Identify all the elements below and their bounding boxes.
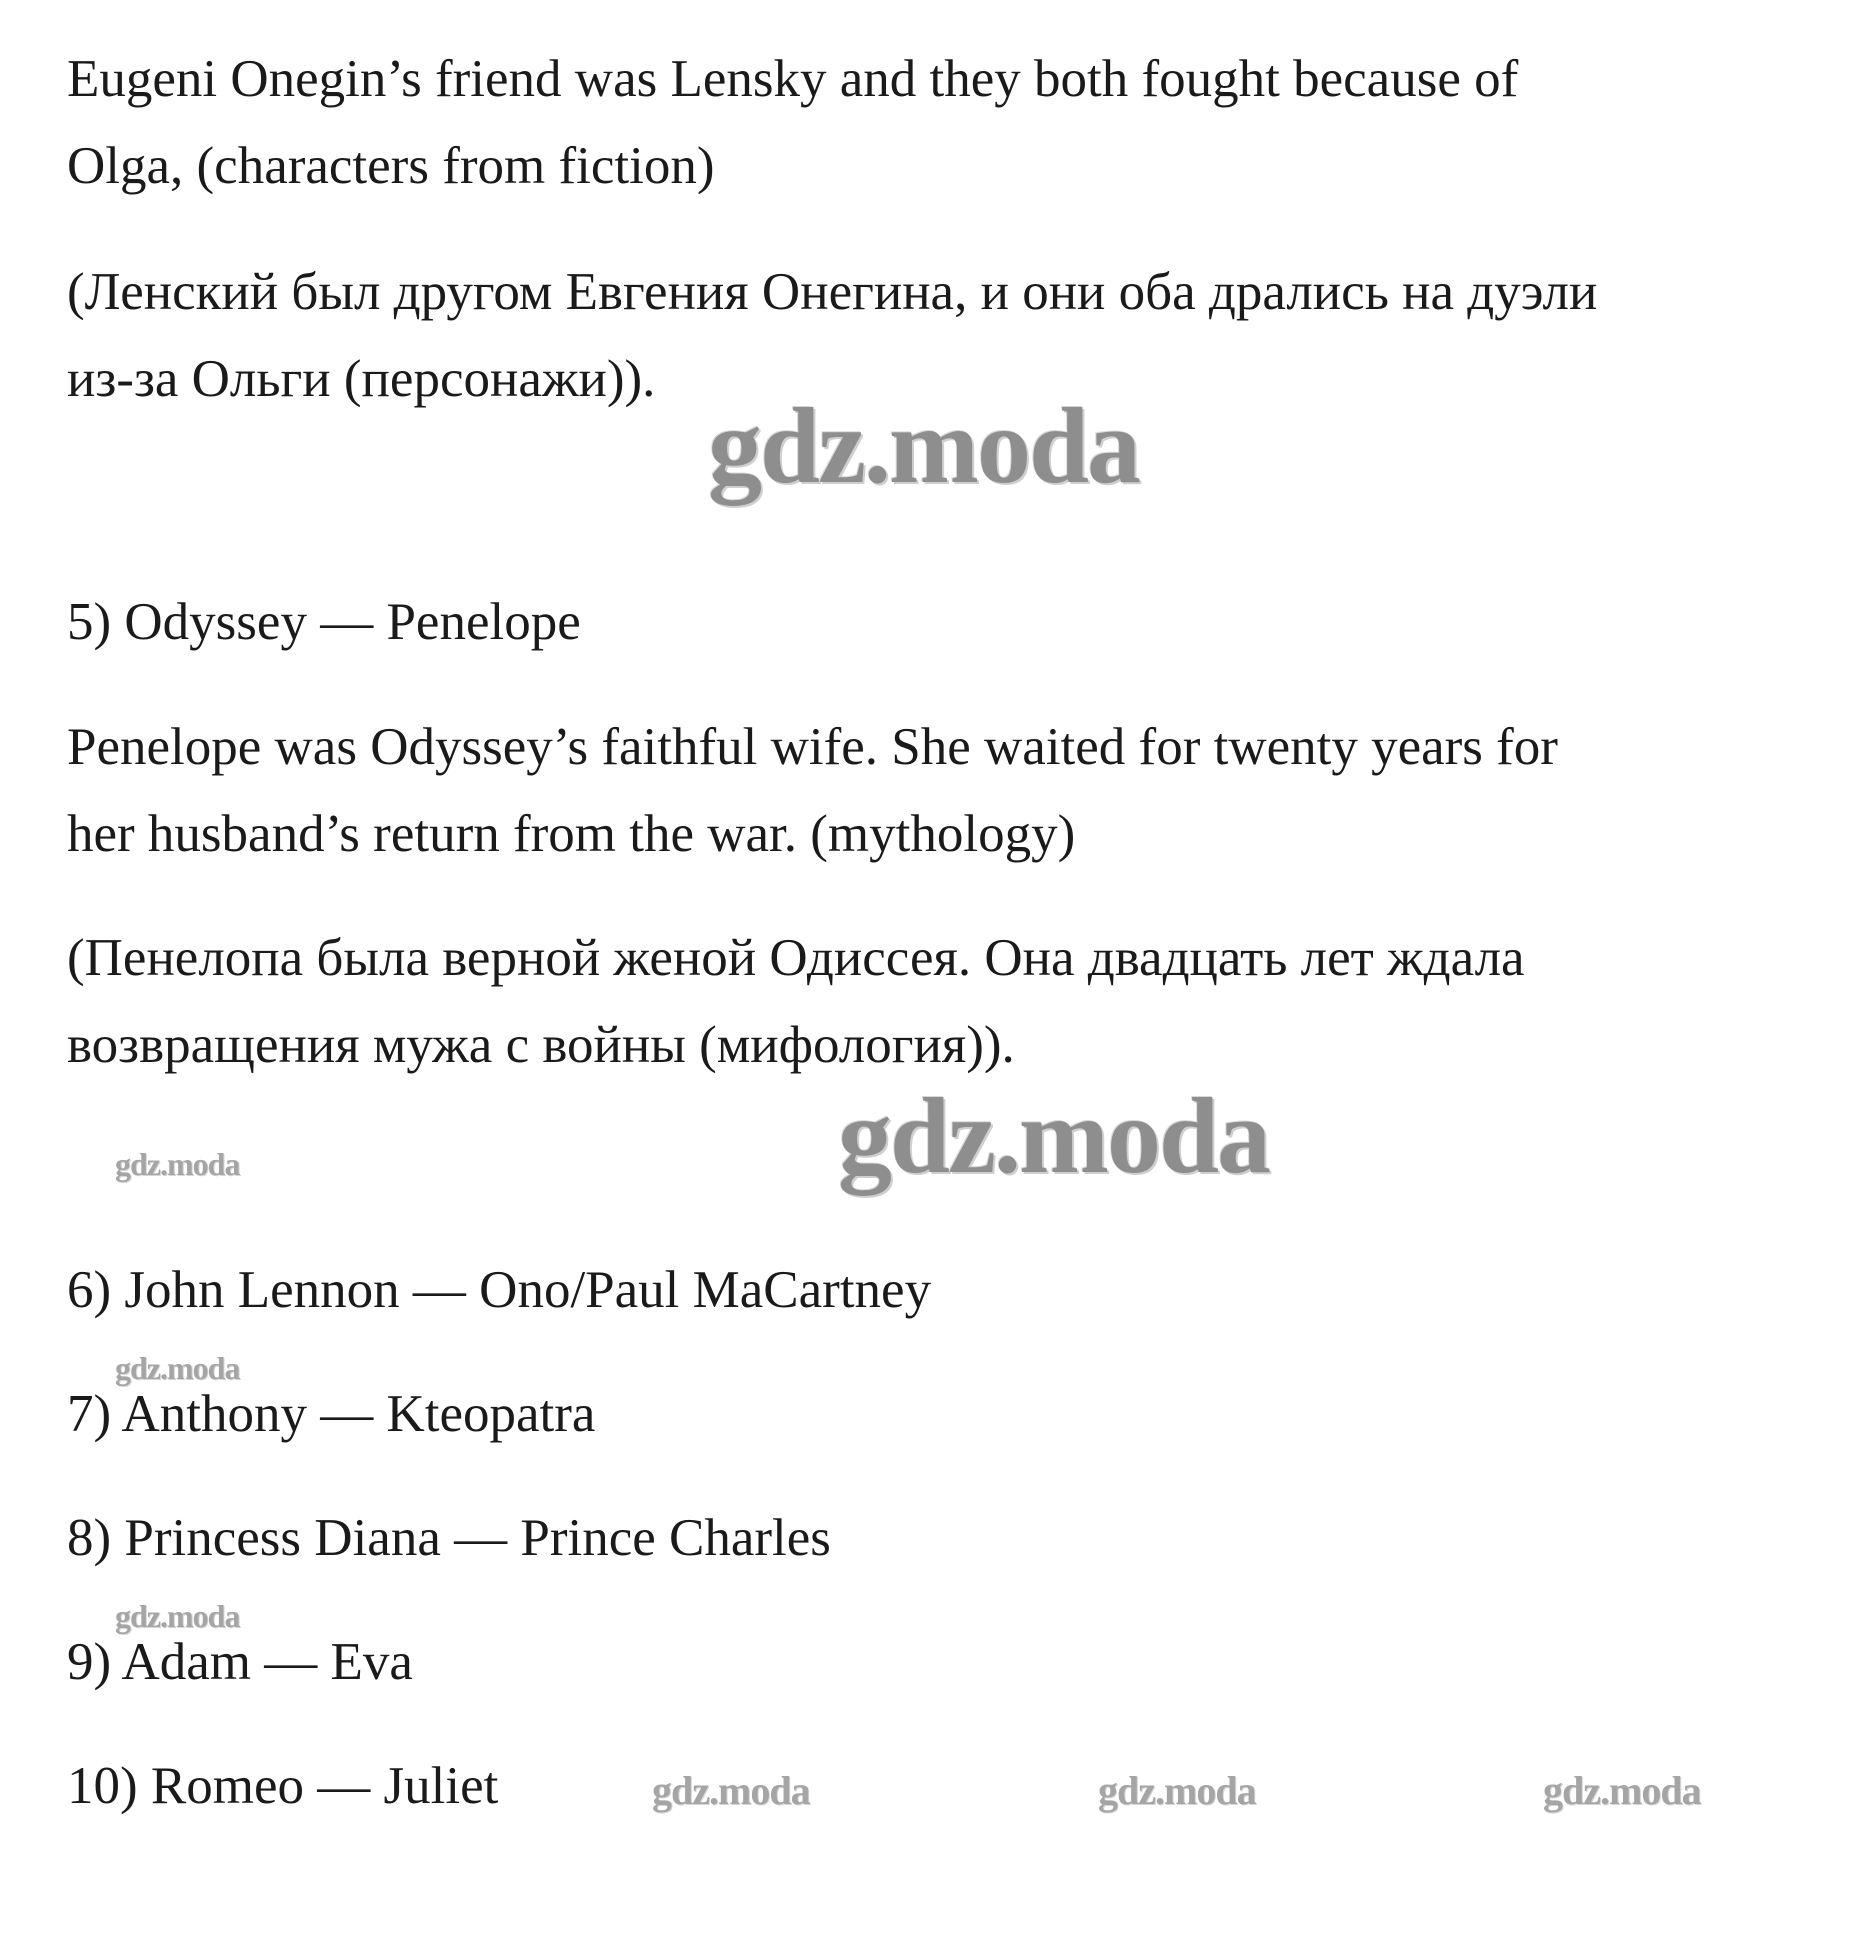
watermark-small-4: gdz.moda [652,1768,810,1813]
text-line-11: 7) Anthony — Kteopatra [67,1385,596,1443]
text-line-13: 9) Adam — Eva [67,1633,413,1691]
text-line-3: (Ленский был другом Евгения Онегина, и они оба дрались на дуэли [67,263,1598,321]
watermark-small-2: gdz.moda [115,1350,240,1386]
text-line-4: из-за Ольги (персонажи)). [67,350,656,408]
text-line-5: 5) Odyssey — Penelope [67,593,581,651]
text-line-2: Olga, (characters from fiction) [67,137,715,195]
text-line-9: возвращения мужа с войны (мифология)). [67,1016,1015,1074]
watermark-large-1: gdz.moda [708,387,1140,506]
text-line-10: 6) John Lennon — Ono/Paul MaCartney [67,1261,932,1319]
text-line-1: Eugeni Onegin’s friend was Lensky and they both fought because of [67,50,1519,108]
watermark-small-5: gdz.moda [1098,1768,1256,1813]
text-line-6: Penelope was Odyssey’s faithful wife. She waited for twenty years for [67,718,1558,776]
text-line-7: her husband’s return from the war. (mythology) [67,805,1076,863]
text-line-14: 10) Romeo — Juliet [67,1757,499,1815]
text-line-8: (Пенелопа была верной женой Одиссея. Она двадцать лет ждала [67,929,1525,987]
watermark-large-2: gdz.moda [838,1077,1270,1196]
watermark-small-1: gdz.moda [115,1146,240,1182]
watermark-small-3: gdz.moda [115,1598,240,1634]
text-line-12: 8) Princess Diana — Prince Charles [67,1509,831,1567]
watermark-small-6: gdz.moda [1543,1768,1701,1813]
